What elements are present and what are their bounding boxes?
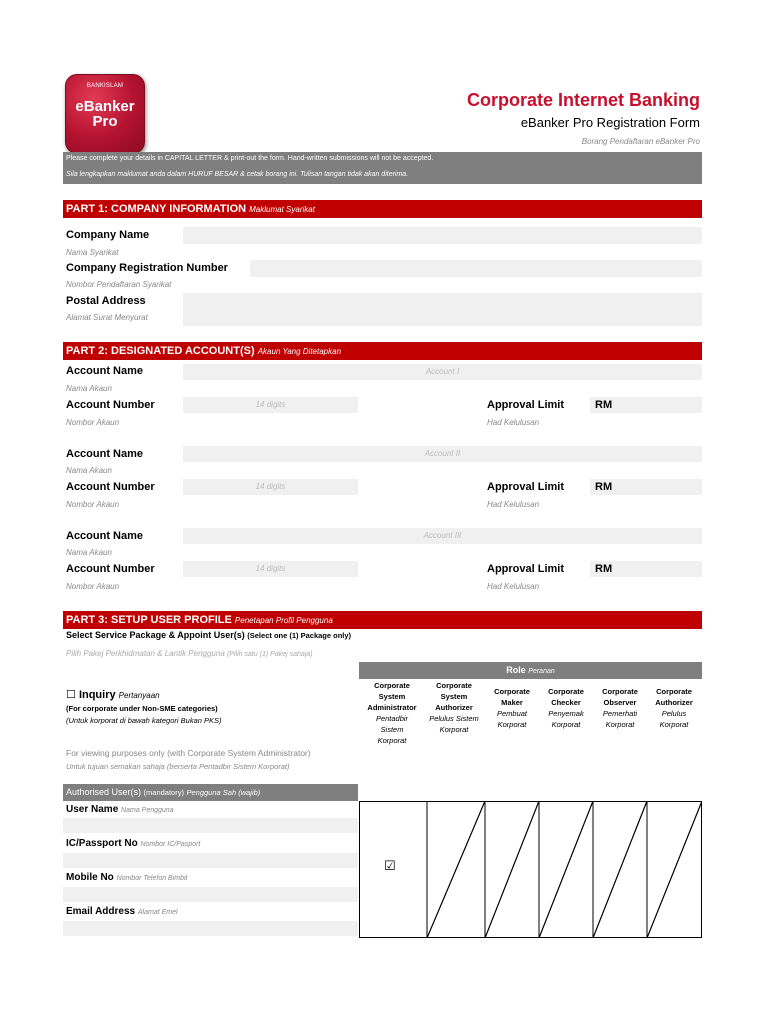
service-package-instruction-malay: Pilih Pakej Perkhidmatan & Lantik Pengguna (Pilih satu (1) Pakej sahaja) [66,649,313,658]
instructions-malay: Sila lengkapkan maklumat anda dalam HURUF BESAR & cetak borang ini. Tulisan tangan tidak akan diterima. [66,171,409,178]
role-cell-blocked [485,801,539,938]
approval-limit-label-malay: Had Kelulusan [487,582,540,591]
page-subtitle: eBanker Pro Registration Form [520,115,700,130]
part3-header: PART 3: SETUP USER PROFILE Penetapan Profil Pengguna [63,611,702,629]
role-grid-lines [359,801,702,938]
account-name-label-malay: Nama Akaun [66,384,112,393]
account-number-label: Account Number [66,399,155,411]
part1-header: PART 1: COMPANY INFORMATION Maklumat Syarikat [63,200,702,218]
role-corporate-checker: Corporate Checker Penyemak Korporat [548,687,584,729]
reg-number-label-malay: Nombor Pendaftaran Syarikat [66,280,172,289]
email-field[interactable] [63,921,358,936]
account-number-label: Account Number [66,563,155,575]
approval-limit-field[interactable]: RM [590,561,702,577]
viewing-note-malay: Untuk tujuan semakan sahaja (berserta Pentadbir Sistem Korporat) [66,762,290,771]
account-name-label: Account Name [66,530,144,542]
ic-passport-label: IC/Passport No Nombor IC/Pasport [66,838,201,849]
company-name-field[interactable] [183,227,702,244]
reg-number-label: Company Registration Number [66,262,228,274]
admin-role-checkbox[interactable]: ☑ [384,858,396,873]
inquiry-option[interactable]: ☐ Inquiry Pertanyaan [66,689,160,701]
role-cell-blocked [539,801,593,938]
account-name-label-malay: Nama Akaun [66,548,112,557]
role-corporate-system-authorizer: Corporate System Authorizer Pelulus Sistem Korporat [429,681,479,734]
ic-passport-field[interactable] [63,853,358,868]
role-header: Role Peranan [359,662,702,679]
role-selection-grid [359,801,702,938]
account-number-field[interactable]: 14 digits [183,479,358,495]
approval-limit-label: Approval Limit [487,399,565,411]
account-number-label-malay: Nombor Akaun [66,500,120,509]
role-cell-blocked [427,801,485,938]
mobile-field[interactable] [63,887,358,902]
logo-product-name: eBanker Pro [75,98,135,130]
role-corporate-observer: Corporate Observer Pemerhati Korporat [602,687,638,729]
service-package-instruction: Select Service Package & Appoint User(s) (Select one (1) Package only) [66,630,352,640]
account-name-field[interactable]: Account III [183,528,702,544]
company-name-label-malay: Nama Syarikat [66,248,119,257]
company-name-label: Company Name [66,229,150,241]
approval-limit-label-malay: Had Kelulusan [487,418,540,427]
authorised-users-header: Authorised User(s) (mandatory) Pengguna Sah (wajib) [63,784,358,801]
viewing-note: For viewing purposes only (with Corporate System Administrator) [66,748,311,758]
postal-address-label-malay: Alamat Surat Menyurat [66,313,148,322]
inquiry-note: (For corporate under Non-SME categories) [66,704,218,713]
role-corporate-system-administrator: Corporate System Administrator Pentadbir Sistem Korporat [367,681,417,745]
page-title: Corporate Internet Banking [466,90,700,110]
account-number-field[interactable]: 14 digits [183,561,358,577]
role-corporate-maker: Corporate Maker Pembuat Korporat [494,687,530,729]
account-name-field[interactable]: Account I [183,364,702,380]
instructions-banner [63,152,702,184]
account-number-label-malay: Nombor Akaun [66,582,120,591]
ebanker-pro-logo [65,74,145,154]
account-number-field[interactable]: 14 digits [183,397,358,413]
role-cell-blocked [647,801,702,938]
email-label: Email Address Alamat Emel [66,906,178,917]
account-name-label-malay: Nama Akaun [66,466,112,475]
account-name-field[interactable]: Account II [183,446,702,462]
inquiry-note-malay: (Untuk korporat di bawah kategori Bukan PKS) [66,716,222,725]
approval-limit-label: Approval Limit [487,563,565,575]
user-name-field[interactable] [63,818,358,833]
postal-address-field[interactable] [183,293,702,326]
account-number-label-malay: Nombor Akaun [66,418,120,427]
approval-limit-label: Approval Limit [487,481,565,493]
mobile-label: Mobile No Nombor Telefon Bimbit [66,872,188,883]
approval-limit-field[interactable]: RM [590,479,702,495]
role-cell-blocked [593,801,647,938]
instructions-english: Please complete your details in CAPITAL LETTER & print-out the form. Hand-written submissions will not be accepted. [66,155,434,162]
postal-address-label: Postal Address [66,295,146,307]
part2-header: PART 2: DESIGNATED ACCOUNT(S) Akaun Yang Ditetapkan [63,342,702,360]
account-name-label: Account Name [66,448,144,460]
approval-limit-field[interactable]: RM [590,397,702,413]
page-subtitle-malay: Borang Pendaftaran eBanker Pro [581,137,700,146]
account-name-label: Account Name [66,365,144,377]
logo-bank-name: BANKISLAM [86,83,124,89]
account-number-label: Account Number [66,481,155,493]
reg-number-field[interactable] [250,260,702,277]
user-name-label: User Name Nama Pengguna [66,804,174,815]
inquiry-checkbox[interactable]: ☐ [66,689,76,701]
role-corporate-authorizer: Corporate Authorizer Pelulus Korporat [655,687,693,729]
approval-limit-label-malay: Had Kelulusan [487,500,540,509]
